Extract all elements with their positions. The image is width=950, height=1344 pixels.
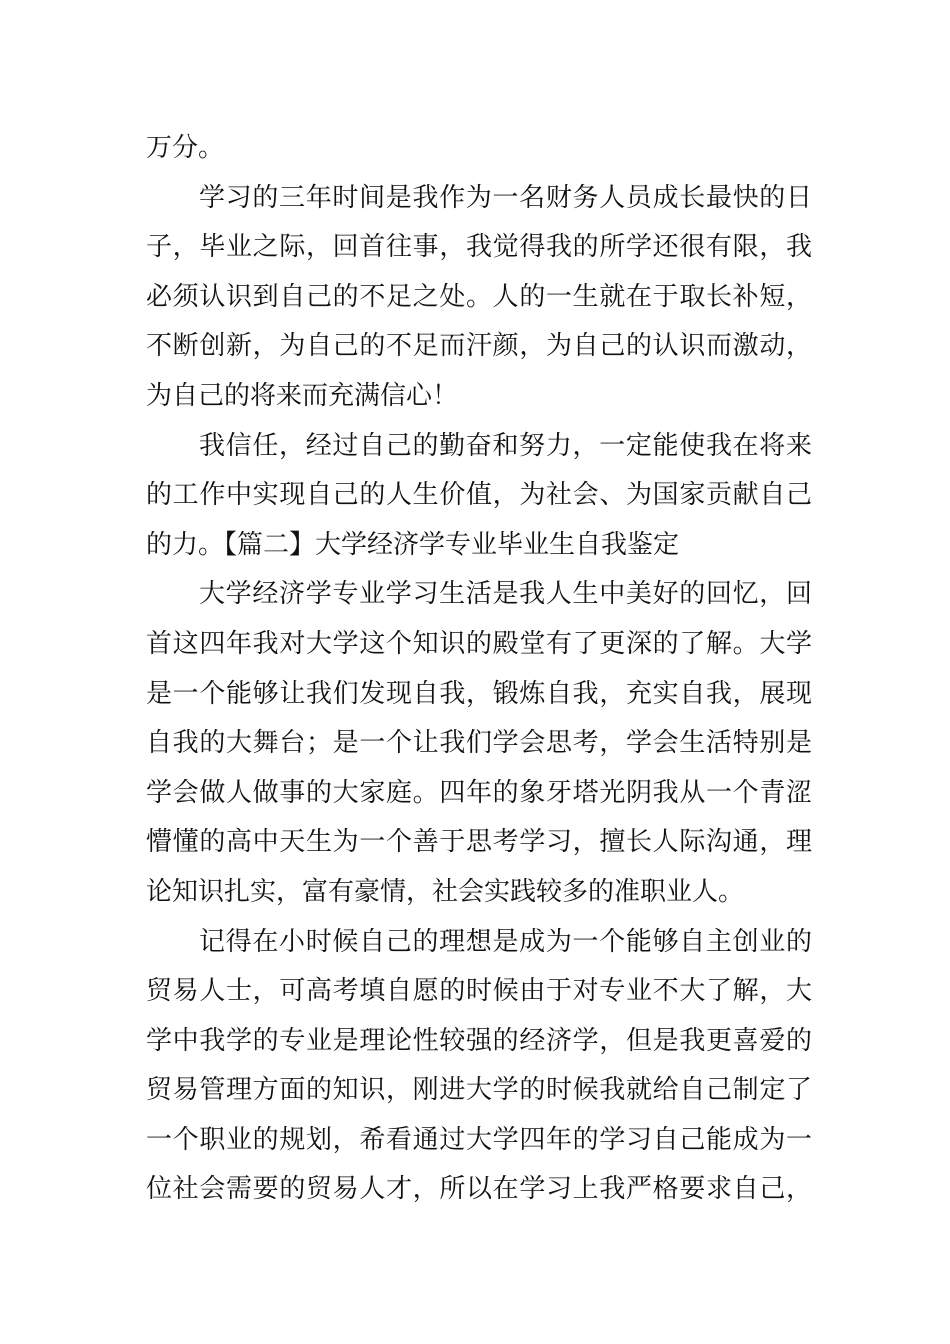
- text-line: 万分。: [146, 133, 225, 163]
- body-text: [146, 124, 812, 1215]
- text-line: 贸易管理方面的知识，刚进大学的时候我就给自己制定了: [146, 1075, 812, 1106]
- text-line: 的工作中实现自己的人生价值，为社会、为国家贡献自己: [146, 480, 812, 511]
- text-line: 学中我学的专业是理论性较强的经济学，但是我更喜爱的: [146, 1025, 812, 1056]
- text-line: 必须认识到自己的不足之处。人的一生就在于取长补短，: [146, 281, 812, 312]
- text-line: 论知识扎实，富有豪情，社会实践较多的准职业人。: [146, 876, 745, 907]
- text-line: 学习的三年时间是我作为一名财务人员成长最快的日: [199, 182, 812, 213]
- text-line: 我信任，经过自己的勤奋和努力，一定能使我在将来: [199, 430, 812, 461]
- text-line: 首这四年我对大学这个知识的殿堂有了更深的了解。大学: [146, 628, 812, 659]
- text-line: 为自己的将来而充满信心！: [146, 380, 459, 411]
- text-line: 位社会需要的贸易人才，所以在学习上我严格要求自己，: [146, 1174, 812, 1205]
- text-line: 记得在小时候自己的理想是成为一个能够自主创业的: [199, 926, 812, 957]
- text-line: 懵懂的高中天生为一个善于思考学习，擅长人际沟通，理: [146, 827, 812, 858]
- text-line: 是一个能够让我们发现自我，锻炼自我，充实自我，展现: [146, 678, 812, 709]
- text-line: 一个职业的规划，希看通过大学四年的学习自己能成为一: [146, 1124, 812, 1155]
- text-line: 的力。【篇二】大学经济学专业毕业生自我鉴定: [146, 529, 680, 560]
- text-line: 自我的大舞台；是一个让我们学会思考，学会生活特别是: [146, 728, 812, 759]
- text-line: 贸易人士，可高考填自愿的时候由于对专业不大了解，大: [146, 976, 812, 1007]
- text-line: 子，毕业之际，回首往事，我觉得我的所学还很有限，我: [146, 232, 812, 263]
- text-line: 不断创新，为自己的不足而汗颜，为自己的认识而激动，: [146, 331, 812, 362]
- text-line: 大学经济学专业学习生活是我人生中美好的回忆，回: [199, 579, 812, 610]
- text-line: 学会做人做事的大家庭。四年的象牙塔光阴我从一个青涩: [146, 777, 812, 808]
